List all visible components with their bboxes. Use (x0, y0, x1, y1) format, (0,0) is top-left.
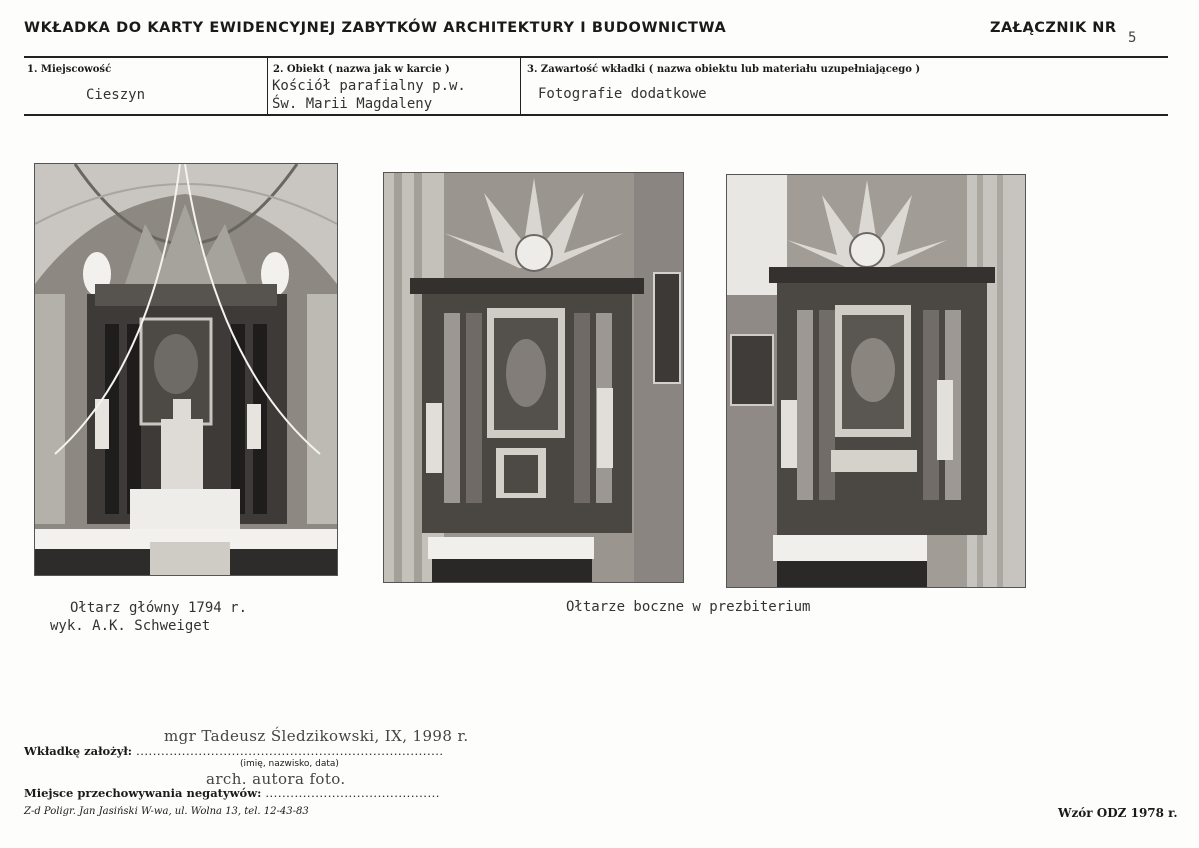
side-altar-left-image (384, 173, 683, 582)
author-label: Wkładkę założył: (24, 744, 133, 758)
object-value-line1: Kościół parafialny p.w. (272, 78, 466, 94)
side-altar-right-image (727, 175, 1025, 587)
author-value: mgr Tadeusz Śledzikowski, IX, 1998 r. (164, 727, 469, 745)
contents-label: 3. Zawartość wkładki ( nazwa obiektu lub materiału uzupełniającego ) (527, 64, 921, 75)
author-field (24, 744, 444, 758)
attachment-label: ZAŁĄCZNIK NR (990, 20, 1117, 36)
author-dots: .......................................................................... (136, 744, 444, 758)
attachment-number: 5 (1128, 30, 1137, 46)
object-label: 2. Obiekt ( nazwa jak w karcie ) (273, 64, 450, 75)
contents-value: Fotografie dodatkowe (538, 86, 707, 102)
negatives-label: Miejsce przechowywania negatywów: (24, 786, 262, 800)
photo-side-altar-right (726, 174, 1026, 588)
top-rule (24, 56, 1168, 58)
locality-label: 1. Miejscowość (27, 64, 112, 75)
caption-main-altar-line1: Ołtarz główny 1794 r. (70, 600, 248, 616)
divider-1 (267, 57, 268, 115)
object-value-line2: Św. Marii Magdaleny (272, 96, 433, 112)
form-id: Wzór ODZ 1978 r. (1058, 806, 1178, 820)
photo-side-altar-left (383, 172, 684, 583)
form-title: WKŁADKA DO KARTY EWIDENCYJNEJ ZABYTKÓW ARCHITEKTURY I BUDOWNICTWA (24, 20, 727, 36)
main-altar-image (35, 164, 337, 575)
negatives-value: arch. autora foto. (206, 770, 346, 788)
bottom-rule (24, 114, 1168, 116)
caption-main-altar-line2: wyk. A.K. Schweiget (50, 618, 211, 634)
author-hint: (imię, nazwisko, data) (240, 759, 339, 769)
photo-main-altar (34, 163, 338, 576)
locality-value: Cieszyn (86, 87, 146, 103)
caption-side-altars: Ołtarze boczne w prezbiterium (566, 599, 811, 615)
divider-2 (520, 57, 521, 115)
printer-imprint: Z-d Poligr. Jan Jasiński W-wa, ul. Wolna 13, tel. 12-43-83 (24, 806, 309, 817)
negatives-dots: .......................................... (265, 786, 440, 800)
negatives-field (24, 786, 440, 800)
